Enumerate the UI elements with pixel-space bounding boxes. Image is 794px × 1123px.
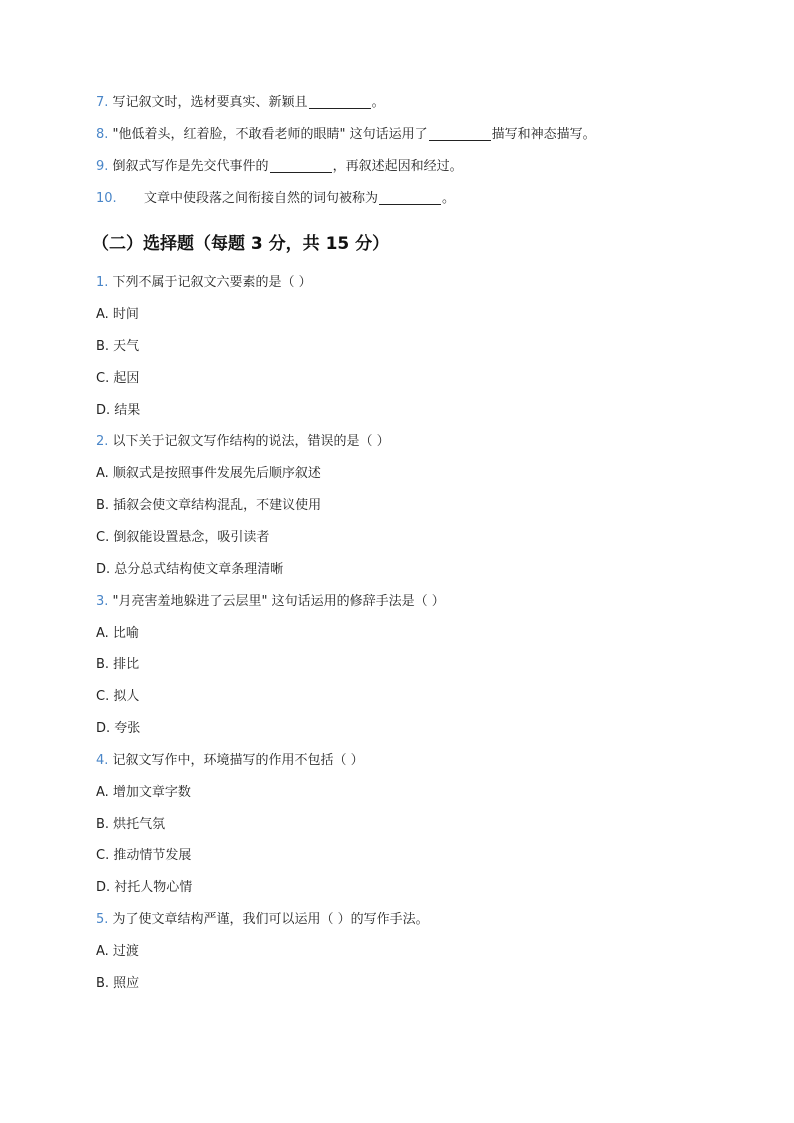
question-text: 下列不属于记叙文六要素的是（ ） <box>112 275 312 290</box>
option-item: B. 插叙会使文章结构混乱，不建议使用 <box>96 498 322 513</box>
question-text: 倒叙式写作是先交代事件的 <box>112 159 269 174</box>
option-item: B. 天气 <box>96 339 140 354</box>
option-item: D. 衬托人物心情 <box>96 880 193 895</box>
answer-blank <box>429 127 491 141</box>
fill-blank-9 <box>96 158 463 176</box>
question-number: 9. <box>96 159 109 174</box>
question-number: 10. <box>96 191 117 206</box>
option-item: B. 排比 <box>96 657 140 672</box>
option-item: C. 倒叙能设置悬念，吸引读者 <box>96 530 270 545</box>
answer-blank <box>379 191 441 205</box>
answer-blank <box>309 95 371 109</box>
option-item: B. 照应 <box>96 976 140 991</box>
question-number: 3. <box>96 594 109 609</box>
question-text-end: 。 <box>371 95 385 110</box>
question-text-end: 描写和神态描写。 <box>491 127 596 142</box>
question-4 <box>96 752 364 770</box>
option-item: C. 推动情节发展 <box>96 848 192 863</box>
option-item: B. 烘托气氛 <box>96 817 166 832</box>
question-text: 以下关于记叙文写作结构的说法，错误的是（ ） <box>112 434 390 449</box>
question-1 <box>96 274 312 292</box>
question-number: 2. <box>96 434 109 449</box>
question-number: 1. <box>96 275 109 290</box>
fill-blank-8 <box>96 126 596 144</box>
question-text-end: ，再叙述起因和经过。 <box>332 159 463 174</box>
fill-blank-10 <box>96 190 455 208</box>
option-item: C. 拟人 <box>96 689 140 704</box>
option-item: D. 结果 <box>96 403 141 418</box>
question-3 <box>96 593 445 611</box>
option-item: A. 比喻 <box>96 626 139 641</box>
question-text-end: 。 <box>442 191 456 206</box>
option-item: A. 过渡 <box>96 944 139 959</box>
question-text: "他低着头，红着脸，不敢看老师的眼睛" 这句话运用了 <box>112 127 428 142</box>
question-text: "月亮害羞地躲进了云层里" 这句话运用的修辞手法是（ ） <box>112 594 445 609</box>
option-item: C. 起因 <box>96 371 140 386</box>
question-number: 8. <box>96 127 109 142</box>
question-number: 5. <box>96 912 109 927</box>
option-item: A. 增加文章字数 <box>96 785 191 800</box>
answer-blank <box>270 159 332 173</box>
question-number: 7. <box>96 95 109 110</box>
question-2 <box>96 433 390 451</box>
option-item: A. 顺叙式是按照事件发展先后顺序叙述 <box>96 466 321 481</box>
question-text: 记叙文写作中，环境描写的作用不包括（ ） <box>112 753 364 768</box>
section-heading: （二）选择题（每题 3 分，共 15 分） <box>92 234 390 254</box>
question-text: 写记叙文时，选材要真实、新颖且 <box>112 95 308 110</box>
fill-blank-7 <box>96 94 385 112</box>
option-item: D. 总分总式结构使文章条理清晰 <box>96 562 284 577</box>
question-5 <box>96 911 429 929</box>
question-text: 文章中使段落之间衔接自然的词句被称为 <box>144 191 379 206</box>
question-text: 为了使文章结构严谨，我们可以运用（ ）的写作手法。 <box>112 912 429 927</box>
question-number: 4. <box>96 753 109 768</box>
option-item: D. 夸张 <box>96 721 141 736</box>
option-item: A. 时间 <box>96 307 139 322</box>
